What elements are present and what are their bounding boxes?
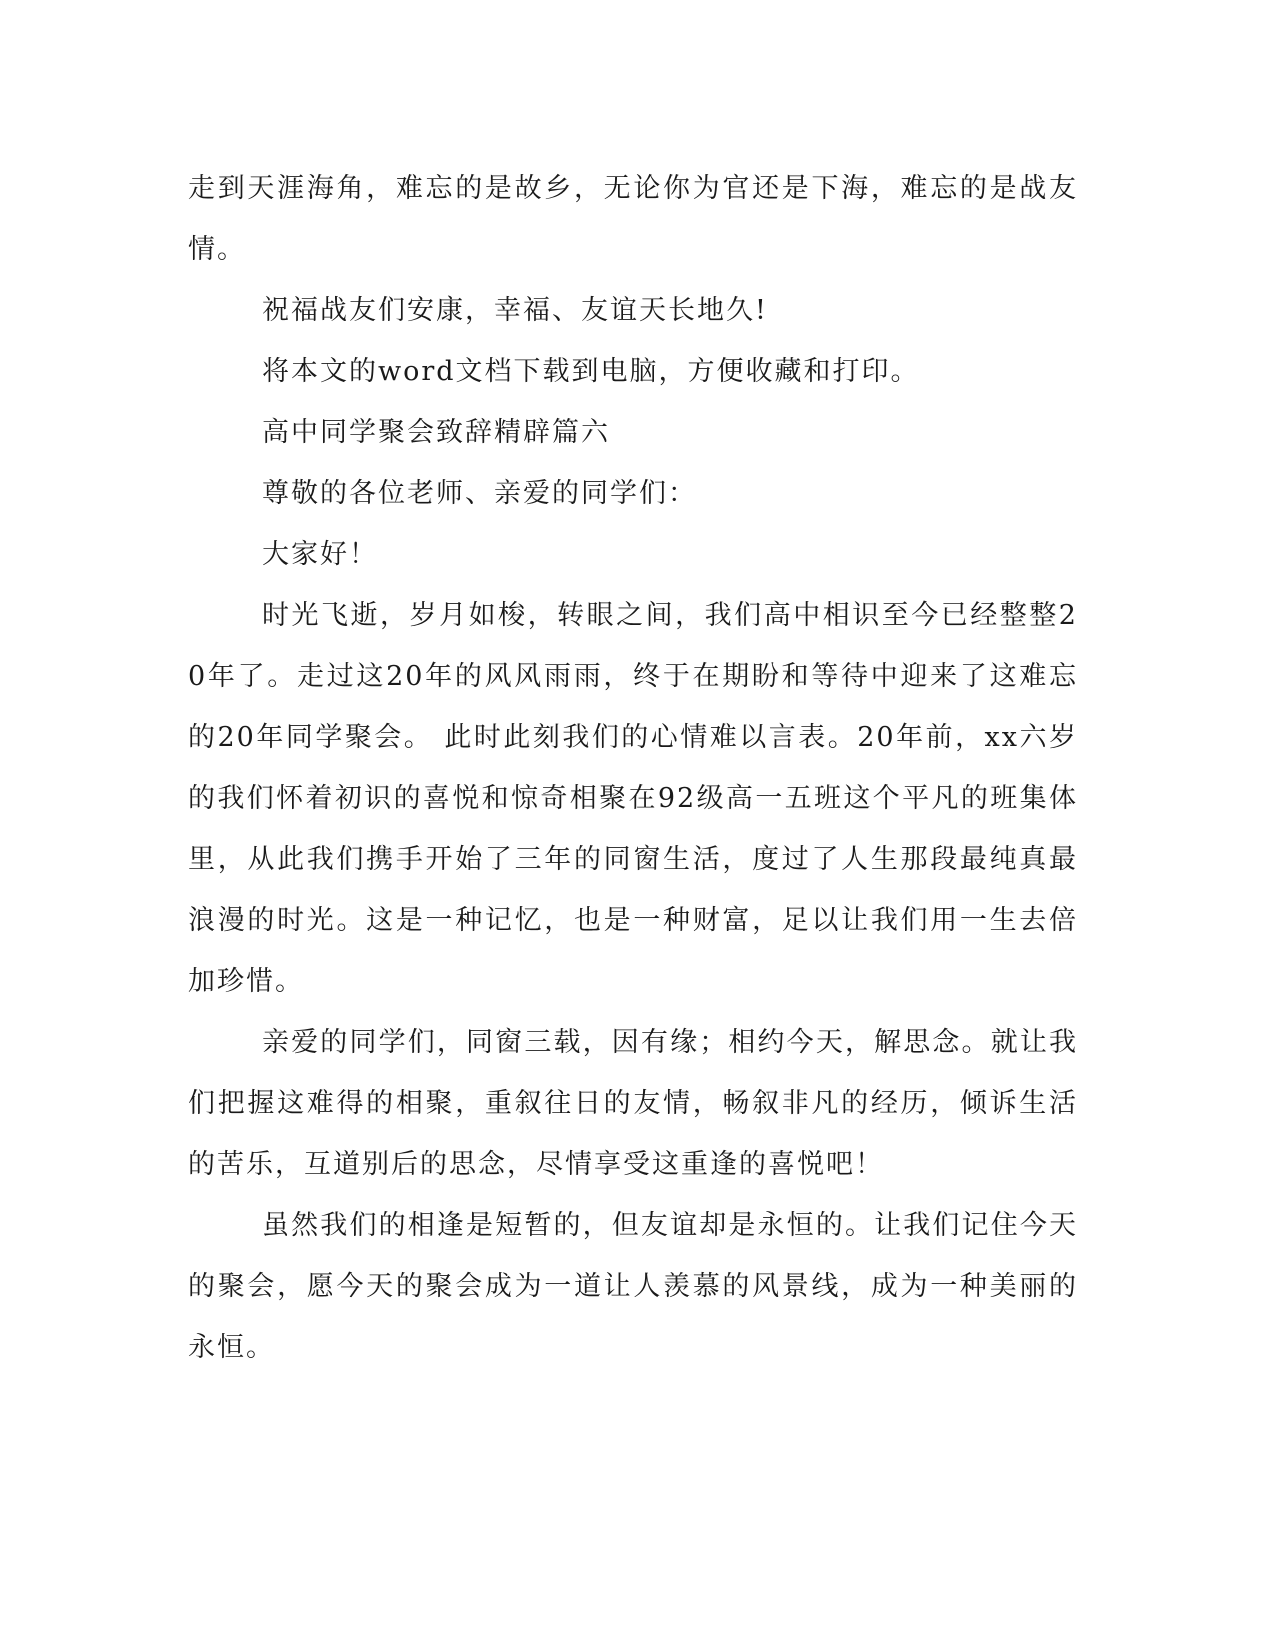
greeting: 大家好！ xyxy=(262,539,378,570)
paragraph-8: 亲爱的同学们，同窗三载，因有缘；相约今天，解思念。就让我们把握这难得的相聚，重叙往日的友情，畅叙非凡的经历，倾诉生活的苦乐，互道别后的思念，尽情享受这重逢的喜悦吧！ xyxy=(188,1027,1078,1180)
paragraph-9: 虽然我们的相逢是短暂的，但友谊却是永恒的。让我们记住今天的聚会，愿今天的聚会成为一道让人羡慕的风景线，成为一种美丽的永恒。 xyxy=(188,1210,1078,1363)
paragraph-2: 祝福战友们安康，幸福、友谊天长地久! xyxy=(262,295,768,326)
document-body xyxy=(188,158,1078,1378)
section-heading: 高中同学聚会致辞精辟篇六 xyxy=(262,417,610,448)
paragraph-7: 时光飞逝，岁月如梭，转眼之间，我们高中相识至今已经整整20年了。走过这20年的风风雨雨，终于在期盼和等待中迎来了这难忘的20年同学聚会。 此时此刻我们的心情难以言表。20年前，xx六岁的我们怀着初识的喜悦和惊奇相聚在92级高一五班这个平凡的班集体里，从此我们携手开始了三年的同窗生活，度过了人生那段最纯真最浪漫的时光。这是一种记忆，也是一种财富，足以让我们用一生去倍加珍惜。 xyxy=(188,600,1078,997)
salutation: 尊敬的各位老师、亲爱的同学们： xyxy=(262,478,697,509)
paragraph-3: 将本文的word文档下载到电脑，方便收藏和打印。 xyxy=(262,356,920,387)
paragraph-1: 走到天涯海角，难忘的是故乡，无论你为官还是下海，难忘的是战友情。 xyxy=(188,173,1078,265)
